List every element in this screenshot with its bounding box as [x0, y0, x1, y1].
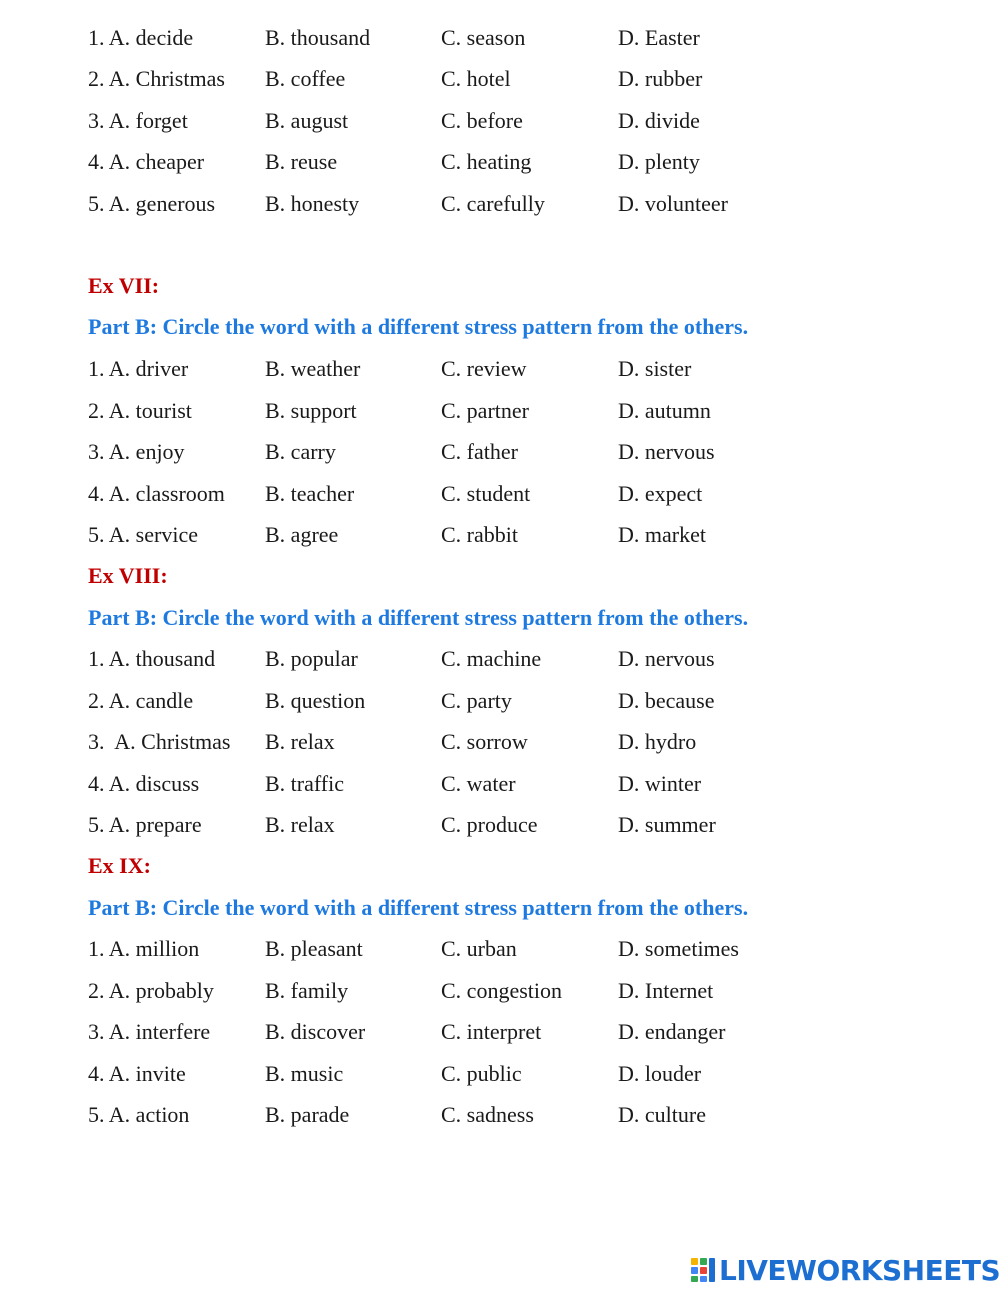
question-row [0, 722, 1000, 762]
option-c: C. interpret [441, 1019, 542, 1044]
question-row [0, 681, 1000, 721]
question-row [0, 1012, 1000, 1052]
option-a: 4. A. cheaper [88, 149, 205, 174]
question-row [0, 391, 1000, 431]
option-a: 2. A. Christmas [88, 66, 225, 91]
option-d: D. Easter [618, 25, 700, 50]
option-a: 1. A. driver [88, 356, 189, 381]
question-row [0, 349, 1000, 389]
option-b: B. weather [265, 356, 361, 381]
part-instruction: Part B: Circle the word with a different stress pattern from the others. [88, 314, 749, 339]
option-d: D. hydro [618, 729, 697, 754]
option-d: D. Internet [618, 978, 714, 1003]
option-b: B. agree [265, 522, 339, 547]
option-a: 4. A. invite [88, 1061, 186, 1086]
option-a: 1. A. thousand [88, 646, 216, 671]
option-c: C. sadness [441, 1102, 534, 1127]
option-b: B. thousand [265, 25, 371, 50]
liveworksheets-logo[interactable] [690, 1252, 1000, 1288]
option-c: C. carefully [441, 191, 545, 216]
option-b: B. relax [265, 812, 335, 837]
option-a: 2. A. candle [88, 688, 194, 713]
option-b: B. traffic [265, 771, 345, 796]
option-a: 4. A. classroom [88, 481, 225, 506]
question-row [0, 474, 1000, 514]
part-instruction: Part B: Circle the word with a different stress pattern from the others. [88, 605, 749, 630]
liveworksheets-logo-icon [690, 1257, 716, 1283]
option-c: C. hotel [441, 66, 511, 91]
option-b: B. august [265, 108, 349, 133]
option-d: D. plenty [618, 149, 700, 174]
option-c: C. sorrow [441, 729, 528, 754]
option-a: 2. A. probably [88, 978, 214, 1003]
option-a: 5. A. prepare [88, 812, 202, 837]
option-a: 2. A. tourist [88, 398, 192, 423]
option-b: B. reuse [265, 149, 338, 174]
option-b: B. teacher [265, 481, 355, 506]
option-a: 3. A. interfere [88, 1019, 211, 1044]
option-c: C. review [441, 356, 527, 381]
option-b: B. honesty [265, 191, 360, 216]
option-d: D. sometimes [618, 936, 739, 961]
option-d: D. endanger [618, 1019, 726, 1044]
question-row [0, 971, 1000, 1011]
option-d: D. louder [618, 1061, 702, 1086]
option-b: B. discover [265, 1019, 366, 1044]
option-b: B. question [265, 688, 366, 713]
option-a: 5. A. action [88, 1102, 190, 1127]
option-b: B. family [265, 978, 349, 1003]
option-c: C. before [441, 108, 523, 133]
option-b: B. popular [265, 646, 358, 671]
option-c: C. season [441, 25, 526, 50]
question-row [0, 1054, 1000, 1094]
option-d: D. summer [618, 812, 716, 837]
option-d: D. rubber [618, 66, 703, 91]
exercise-title: Ex IX: [88, 853, 151, 878]
option-a: 1. A. decide [88, 25, 194, 50]
question-row [0, 805, 1000, 845]
option-d: D. autumn [618, 398, 711, 423]
option-a: 3. A. forget [88, 108, 188, 133]
question-row [0, 59, 1000, 99]
exercise-title: Ex VIII: [88, 563, 168, 588]
option-c: C. rabbit [441, 522, 518, 547]
question-row [0, 764, 1000, 804]
option-a: 5. A. service [88, 522, 198, 547]
question-row [0, 515, 1000, 555]
part-instruction: Part B: Circle the word with a different stress pattern from the others. [88, 895, 749, 920]
option-b: B. support [265, 398, 357, 423]
option-d: D. nervous [618, 439, 715, 464]
brand-name: LIVEWORKSHEETS [719, 1253, 1000, 1287]
option-c: C. public [441, 1061, 522, 1086]
option-c: C. partner [441, 398, 529, 423]
option-c: C. heating [441, 149, 532, 174]
option-c: C. student [441, 481, 531, 506]
option-c: C. father [441, 439, 518, 464]
question-row [0, 432, 1000, 472]
option-d: D. culture [618, 1102, 706, 1127]
option-b: B. parade [265, 1102, 350, 1127]
option-d: D. divide [618, 108, 700, 133]
option-b: B. carry [265, 439, 336, 464]
question-row [0, 101, 1000, 141]
option-d: D. sister [618, 356, 692, 381]
question-row [0, 639, 1000, 679]
option-d: D. market [618, 522, 706, 547]
exercise-title: Ex VII: [88, 273, 160, 298]
option-d: D. expect [618, 481, 703, 506]
option-a: 3. A. Christmas [88, 729, 231, 754]
option-a: 3. A. enjoy [88, 439, 185, 464]
option-c: C. urban [441, 936, 517, 961]
question-row [0, 929, 1000, 969]
option-c: C. water [441, 771, 516, 796]
option-d: D. winter [618, 771, 702, 796]
option-a: 4. A. discuss [88, 771, 200, 796]
option-c: C. congestion [441, 978, 562, 1003]
option-c: C. machine [441, 646, 542, 671]
option-c: C. party [441, 688, 512, 713]
option-b: B. relax [265, 729, 335, 754]
option-d: D. because [618, 688, 715, 713]
question-row [0, 18, 1000, 58]
option-a: 1. A. million [88, 936, 200, 961]
option-c: C. produce [441, 812, 538, 837]
option-b: B. coffee [265, 66, 346, 91]
question-row [0, 1095, 1000, 1135]
option-a: 5. A. generous [88, 191, 216, 216]
option-d: D. volunteer [618, 191, 728, 216]
question-row [0, 184, 1000, 224]
option-b: B. music [265, 1061, 344, 1086]
option-d: D. nervous [618, 646, 715, 671]
question-row [0, 142, 1000, 182]
option-b: B. pleasant [265, 936, 363, 961]
